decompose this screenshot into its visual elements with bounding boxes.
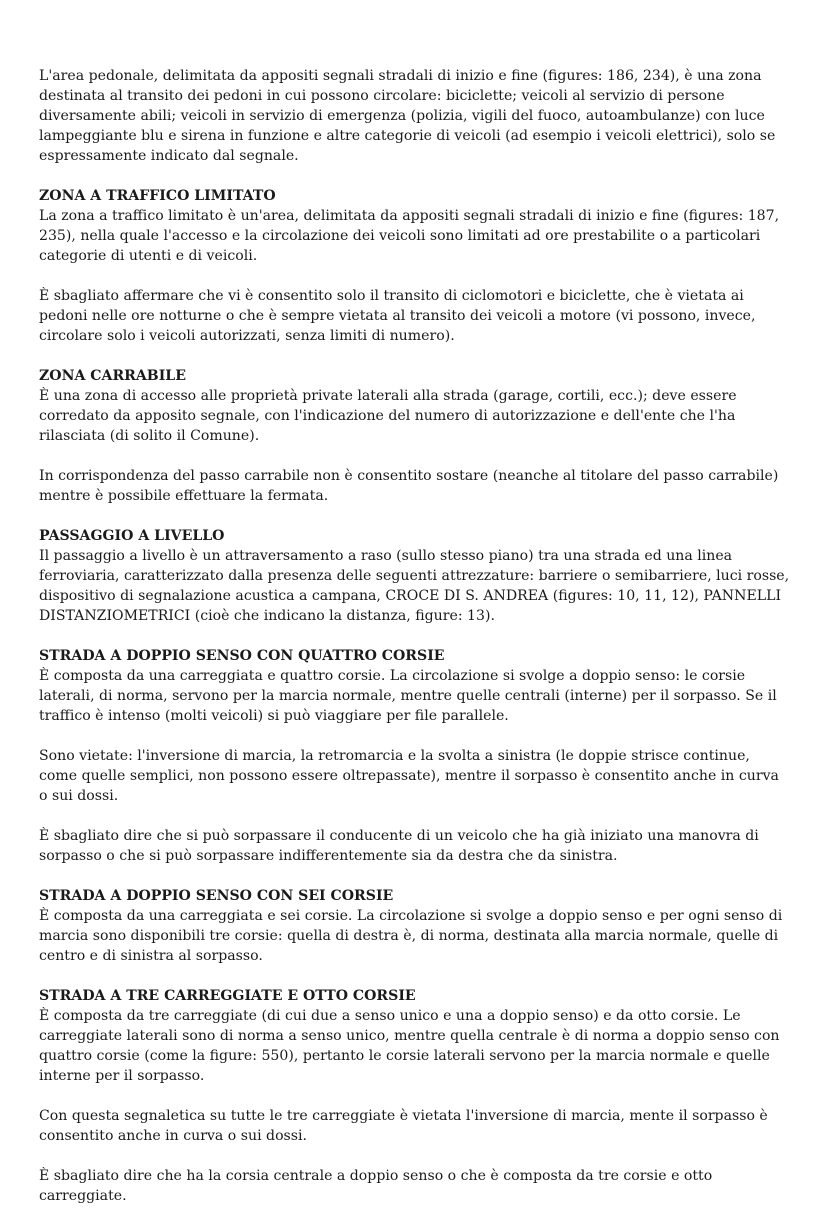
intro-paragraph: L'area pedonale, delimitata da appositi segnali stradali di inizio e fine (figures: 186, 234), è una zona destinata al transito dei pedoni in cui possono circolare: biciclette; veicoli al servizio di persone diversamente abili; veicoli in servizio di emergenza (polizia, vigili del fuoco, autoambulanze) con luce lampeggiante blu e sirena in funzione e altre categorie di veicoli (ad esempio i veicoli elettrici), solo se espressamente indicato dal segnale.	[39, 68, 776, 164]
document-page	[39, 66, 791, 1226]
section-heading: STRADA A TRE CARREGGIATE E OTTO CORSIE	[39, 988, 416, 1004]
section-heading: STRADA A DOPPIO SENSO CON SEI CORSIE	[39, 888, 394, 904]
section-paragraph: È sbagliato dire che si può sorpassare il conducente di un veicolo che ha già iniziato una manovra di sorpasso o che si può sorpassare indifferentemente sia da destra che da sinistra.	[39, 828, 759, 864]
section-paragraph: In corrispondenza del passo carrabile non è consentito sostare (neanche al titolare del passo carrabile) mentre è possibile effettuare la fermata.	[39, 468, 779, 504]
section-passaggio-a-livello	[39, 526, 791, 626]
section-zona-traffico-limitato	[39, 186, 791, 346]
section-strada-quattro-corsie	[39, 646, 791, 866]
section-paragraph: La zona a traffico limitato è un'area, delimitata da appositi segnali stradali di inizio e fine (figures: 187, 235), nella quale l'accesso e la circolazione dei veicoli sono limitati ad ore prestabilite o a particolari categorie di utenti e di veicoli.	[39, 208, 780, 264]
section-heading: ZONA CARRABILE	[39, 368, 186, 384]
section-strada-tre-carreggiate	[39, 986, 791, 1206]
section-paragraph: È sbagliato affermare che vi è consentito solo il transito di ciclomotori e biciclette, che è vietata ai pedoni nelle ore notturne o che è sempre vietata al transito dei veicoli a motore (vi possono, invece, circolare solo i veicoli autorizzati, senza limiti di numero).	[39, 288, 756, 344]
section-paragraph: È composta da una carreggiata e quattro corsie. La circolazione si svolge a doppio senso: le corsie laterali, di norma, servono per la marcia normale, mentre quelle centrali (interne) per il sorpasso. Se il traffico è intenso (molti veicoli) si può viaggiare per file parallele.	[39, 668, 777, 724]
section-paragraph: Sono vietate: l'inversione di marcia, la retromarcia e la svolta a sinistra (le doppie strisce continue, come quelle semplici, non possono essere oltrepassate), mentre il sorpasso è consentito anche in curva o sui dossi.	[39, 748, 779, 804]
section-paragraph: Il passaggio a livello è un attraversamento a raso (sullo stesso piano) tra una strada ed una linea ferroviaria, caratterizzato dalla presenza delle seguenti attrezzature: barriere o semibarriere, luci rosse, dispositivo di segnalazione acustica a campana, CROCE DI S. ANDREA (figures: 10, 11, 12), PANNELLI DISTANZIOMETRICI (cioè che indicano la distanza, figure: 13).	[39, 548, 790, 624]
section-heading: PASSAGGIO A LIVELLO	[39, 528, 225, 544]
section-paragraph: È composta da tre carreggiate (di cui due a senso unico e una a doppio senso) e da otto corsie. Le carreggiate laterali sono di norma a senso unico, mentre quella centrale è di norma a doppio senso con quattro corsie (come la figure: 550), pertanto le corsie laterali servono per la marcia normale e quelle interne per il sorpasso.	[39, 1008, 780, 1084]
section-paragraph: Con questa segnaletica su tutte le tre carreggiate è vietata l'inversione di marcia, mente il sorpasso è consentito anche in curva o sui dossi.	[39, 1108, 768, 1144]
section-paragraph: È una zona di accesso alle proprietà private laterali alla strada (garage, cortili, ecc.); deve essere corredato da apposito segnale, con l'indicazione del numero di autorizzazione e dell'ente che l'ha rilasciata (di solito il Comune).	[39, 388, 737, 444]
section-strada-sei-corsie	[39, 886, 791, 966]
section-heading: STRADA A DOPPIO SENSO CON QUATTRO CORSIE	[39, 648, 445, 664]
section-heading: ZONA A TRAFFICO LIMITATO	[39, 188, 276, 204]
section-paragraph: È sbagliato dire che ha la corsia centrale a doppio senso o che è composta da tre corsie e otto carreggiate.	[39, 1168, 713, 1204]
section-zona-carrabile	[39, 366, 791, 506]
section-paragraph: È composta da una carreggiata e sei corsie. La circolazione si svolge a doppio senso e per ogni senso di marcia sono disponibili tre corsie: quella di destra è, di norma, destinata alla marcia normale, quelle di centro e di sinistra al sorpasso.	[39, 908, 783, 964]
